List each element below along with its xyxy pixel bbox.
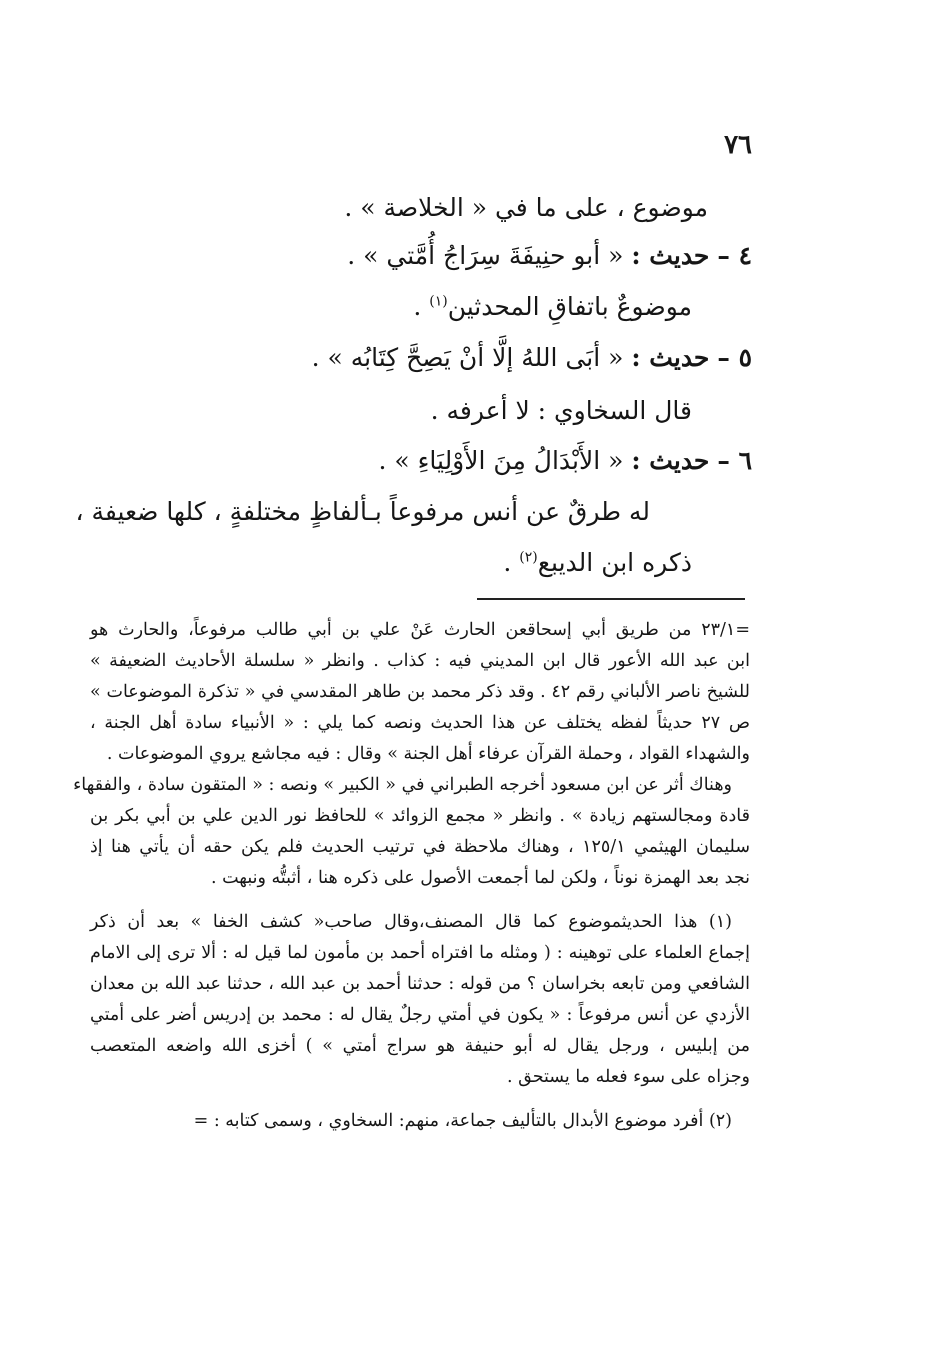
- footnote-line: الشافعي ومن تابعه بخراسان ؟ من قوله : حدثنا أحمد بن عبد الله ، حدثنا عبد الله بن معدان: [90, 974, 750, 994]
- footnote-line: وجزاه على سوء فعله ما يستحق .: [507, 1067, 750, 1087]
- footnote-line: للشيخ ناصر الألباني رقم ٤٢ . وقد ذكر محمد بن طاهر المقدسي في « تذكرة الموضوعات »: [90, 682, 750, 702]
- hadith-5-label: حديث :: [631, 343, 710, 372]
- hadith-5-text: « أبَى اللهُ إلَّا أنْ يَصِحَّ كِتَابُه » .: [311, 343, 624, 372]
- hadith-6-number: ٦ –: [717, 446, 752, 475]
- text-line-3: [413, 292, 692, 322]
- footnote-line: =٢٣/١ من طريق أبي إسحاقعن الحارث عَنْ علي بن أبي طالب مرفوعاً، والحارث هو: [90, 620, 750, 640]
- footnote-line: (٢) أفرد موضوع الأبدال بالتأليف جماعة، منهم: السخاوي ، وسمى كتابه : =: [193, 1111, 732, 1131]
- footnote-line: قادة ومجالستهم زيادة » . وانظر « مجمع الزوائد » للحافظ نور الدين علي بن أبي بكر بن: [90, 806, 750, 826]
- footnote-line: ابن عبد الله الأعور قال ابن المديني فيه : كذاب . وانظر « سلسلة الأحاديث الضعيفة »: [90, 651, 750, 671]
- hadith-6-label: حديث :: [631, 446, 710, 475]
- hadith-6-text: « الأَبْدَالُ مِنَ الأَوْلِيَاءِ » .: [378, 446, 624, 475]
- hadith-4-number: ٤ –: [717, 241, 752, 270]
- page-number: ٧٦: [724, 130, 752, 160]
- text-line-1: [344, 193, 708, 223]
- hadith-4-text: « أبو حنِيفَةَ سِرَاجُ أُمَّتي » .: [347, 241, 624, 270]
- hadith-4: [347, 241, 752, 271]
- footnote-line: والشهداء القواد ، وحملة القرآن عرفاء أهل الجنة » وقال : فيه مجاشع يروي الموضوعات .: [106, 744, 750, 764]
- text-line-3-content: موضوعٌ باتفاقِ المحدثين: [447, 292, 692, 321]
- footnote-ref-2: (٢): [519, 549, 538, 566]
- footnote-line: (١) هذا الحديثموضوع كما قال المصنف،وقال صاحب« كشف الخفا » بعد أن ذكر: [90, 912, 732, 932]
- footnote-ref-1: (١): [429, 293, 448, 310]
- text-line-8: [503, 548, 692, 578]
- text-line-8-content: ذكره ابن الديبع: [537, 548, 692, 577]
- footnote-line: نجد بعد الهمزة نوناً ، ولكن لما أجمعت الأصول على ذكره هنا ، أثبتُّه ونبهت .: [210, 868, 750, 888]
- text-line-3-end: .: [413, 292, 422, 321]
- hadith-5-number: ٥ –: [717, 343, 752, 372]
- text-line-5-content: قال السخاوي : لا أعرفه .: [430, 396, 692, 425]
- text-line-7: [75, 497, 650, 527]
- hadith-4-label: حديث :: [631, 241, 710, 270]
- hadith-5: [312, 343, 752, 373]
- text-line-7-content: له طرقٌ عن أنس مرفوعاً بـألفاظٍ مختلفةٍ ، كلها ضعيفة ،: [75, 497, 650, 526]
- text-line-8-end: .: [503, 548, 512, 577]
- footnote-line: من إبليس ، ورجل يقال له أبو حنيفة هو سراج أمتي » ) أخزى الله واضعه المتعصب: [90, 1036, 750, 1056]
- text-line-1-content: موضوع ، على ما في « الخلاصة » .: [344, 193, 708, 222]
- footnote-line: الأزدي عن أنس مرفوعاً : « يكون في أمتي رجلٌ يقال له : محمد بن إدريس أضر على أمتي: [90, 1005, 750, 1025]
- footnote-line: سليمان الهيثمي ١٢٥/١ ، وهناك ملاحظة في ترتيب الحديث فلم يكن حقه أن يأتي هنا إذ: [90, 837, 750, 857]
- footnote-line: إجماع العلماء على توهينه : ( ومثله ما افتراه أحمد بن مأمون لما قيل له : ألا ترى إلى الامام: [90, 943, 750, 963]
- text-line-5: [431, 396, 692, 426]
- footnote-line: ص ٢٧ حديثاً لفظه يختلف عن هذا الحديث ونصه كما يلي : « الأنبياء سادة أهل الجنة ،: [90, 713, 750, 733]
- footnote-separator: [477, 598, 745, 600]
- footnote-line: وهناك أثر عن ابن مسعود أخرجه الطبراني في « الكبير » ونصه : « المتقون سادة ، والفقهاء: [73, 775, 732, 795]
- hadith-6: [379, 446, 752, 476]
